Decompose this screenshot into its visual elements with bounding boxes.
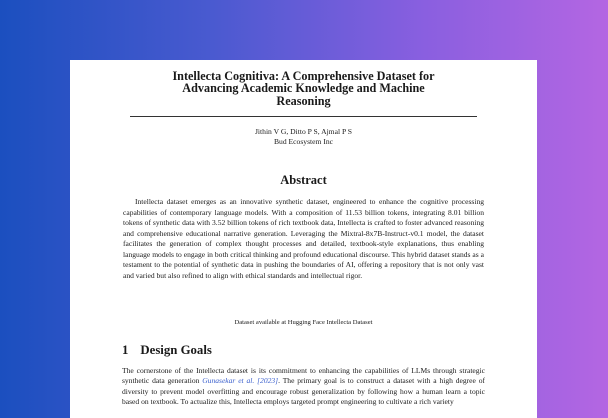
- author-names: Jithin V G, Ditto P S, Ajmal P S: [254, 127, 353, 136]
- title-line-3: Reasoning: [276, 93, 331, 108]
- abstract-body: Intellecta dataset emerges as an innovative synthetic dataset, engineered to enhance the cognitive processing capabilities of contemporary language models. With a composition of 11.53 billion tokens, integrating 8.01 billion tokens of synthetic data with 3.52 billion tokens of rich textbook data, Intellecta is crafted to foster advanced reasoning and comprehensive educational narrative generation. Leveraging the Mixtral-8x7B-Instruct-v0.1 model, the dataset facilitates the generation of complex thought processes and detailed, textbook-style explanations, thus enabling language models to engage in both critical thinking and profound educational discourse. This hybrid dataset stands as a testament to the potential of synthetic data in pushing the boundaries of AI, offering a repository that is not only vast and varied but also refined to align with ethical standards and intellectual rigor.: [123, 197, 484, 280]
- author-affiliation: Bud Ecosystem Inc: [273, 136, 334, 146]
- section-heading: [122, 343, 212, 358]
- section-title: Design Goals: [140, 343, 212, 357]
- dataset-availability-note: Dataset available at Hugging Face Intellecta Dataset: [234, 319, 373, 326]
- title-rule: [130, 116, 477, 117]
- section-number: 1: [122, 343, 129, 357]
- section-body: [122, 366, 485, 408]
- abstract-heading: Abstract: [280, 173, 327, 187]
- title-line-1: Intellecta Cognitiva: A Comprehensive Dataset for: [172, 69, 435, 83]
- section-text-part-2: . The primary goal is to construct a dataset with a high degree of diversity to prevent model overfitting and encourage robust generalization by following how a human learn a topic based on textbook. To actualize this, Intellecta employs targeted prompt engineering to cultivate a rich variety: [122, 376, 486, 407]
- paper-title: [70, 70, 537, 107]
- citation-link[interactable]: Gunasekar et al. [2023]: [202, 376, 279, 386]
- paper-page: [70, 60, 537, 418]
- author-block: [70, 127, 537, 146]
- section-text-part-1: The cornerstone of the Intellecta dataset is its commitment to enhancing the capabilities of LLMs through strategic synthetic data generation: [122, 366, 485, 386]
- title-line-2: Advancing Academic Knowledge and Machine: [182, 81, 425, 96]
